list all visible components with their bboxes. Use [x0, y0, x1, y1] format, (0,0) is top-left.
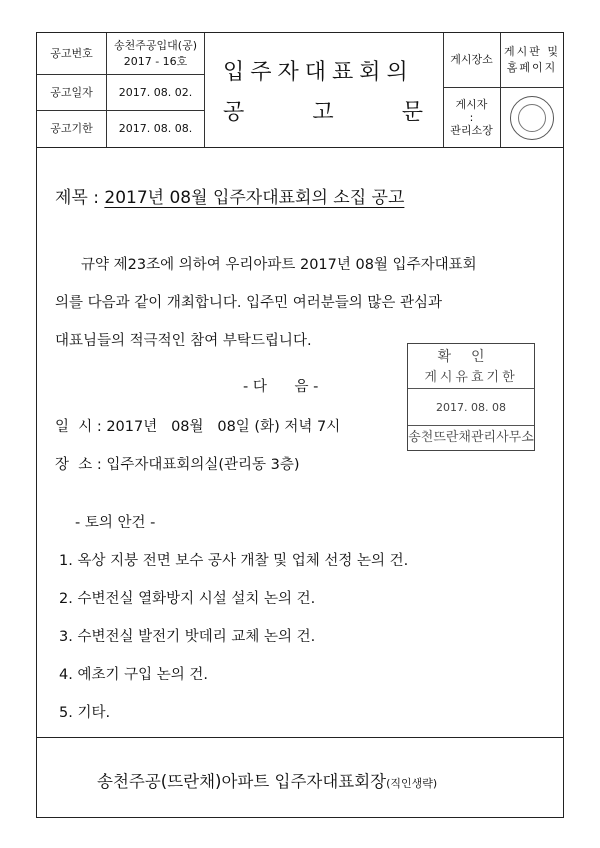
notice-date-label: 공고일자 [37, 75, 107, 111]
agenda-item: 3. 수변전실 발전기 밧데리 교체 논의 건. [59, 629, 316, 645]
subject-prefix: 제목 : [55, 188, 105, 208]
subject-line [55, 183, 404, 208]
stamp-confirm: 확인 [437, 349, 505, 365]
title-char: 공 [223, 100, 245, 125]
notice-period-value: 2017. 08. 08. [107, 111, 205, 147]
notice-document [36, 32, 564, 818]
footer [37, 737, 563, 819]
posting-place-label: 게시장소 [443, 33, 501, 88]
agenda-item: 4. 예초기 구입 논의 건. [59, 667, 208, 683]
agenda-heading: - 토의 안건 - [75, 515, 156, 531]
header-table [37, 33, 563, 148]
title-char: 문 [401, 100, 423, 125]
body-line-2: 의를 다음과 같이 개최합니다. 입주민 여러분들의 많은 관심과 [55, 295, 443, 311]
notice-number-label: 공고번호 [37, 33, 107, 75]
stamp-office: 송천뜨란채관리사무소 [408, 430, 534, 445]
signature-text: 송천주공(뜨란채)아파트 입주자대표회장 [97, 772, 387, 791]
subject-text: 2017년 08월 입주자대표회의 소집 공고 [104, 188, 405, 208]
posting-place-value: 게시판 및 홈페이지 [501, 33, 563, 88]
poster-label: 게시자 : 관리소장 [443, 88, 501, 147]
title-line-2 [223, 95, 423, 126]
document-title [205, 33, 444, 147]
stamp-date: 2017. 08. 08 [408, 388, 534, 426]
seal-omitted-note: (직인생략) [386, 777, 438, 790]
notice-date-value: 2017. 08. 02. [107, 75, 205, 111]
agenda-item: 5. 기타. [59, 705, 111, 721]
body-line-1: 규약 제23조에 의하여 우리아파트 2017년 08월 입주자대표회 [81, 257, 477, 273]
body-line-3: 대표님들의 적극적인 참여 부탁드립니다. [55, 333, 312, 349]
stamp-validity: 게시유효기한 [424, 370, 518, 385]
title-char: 고 [312, 100, 334, 125]
confirmation-stamp [407, 343, 535, 451]
signature [97, 768, 437, 792]
meeting-time: 일 시 : 2017년 08월 08일 (화) 저녁 7시 [55, 419, 341, 435]
notice-period-label: 공고기한 [37, 111, 107, 147]
agenda-item: 2. 수변전실 열화방지 시설 설치 논의 건. [59, 591, 316, 607]
seal-icon [510, 96, 554, 140]
official-seal [501, 88, 563, 147]
notice-number-value: 송천주공입대(공) 2017 - 16호 [107, 33, 205, 75]
daeum-heading: - 다 음 - [243, 379, 319, 395]
meeting-place: 장 소 : 입주자대표회의실(관리동 3층) [55, 457, 300, 473]
title-line-1: 입주자대표회의 [223, 60, 414, 85]
agenda-item: 1. 옥상 지붕 전면 보수 공사 개찰 및 업체 선정 논의 건. [59, 553, 409, 569]
